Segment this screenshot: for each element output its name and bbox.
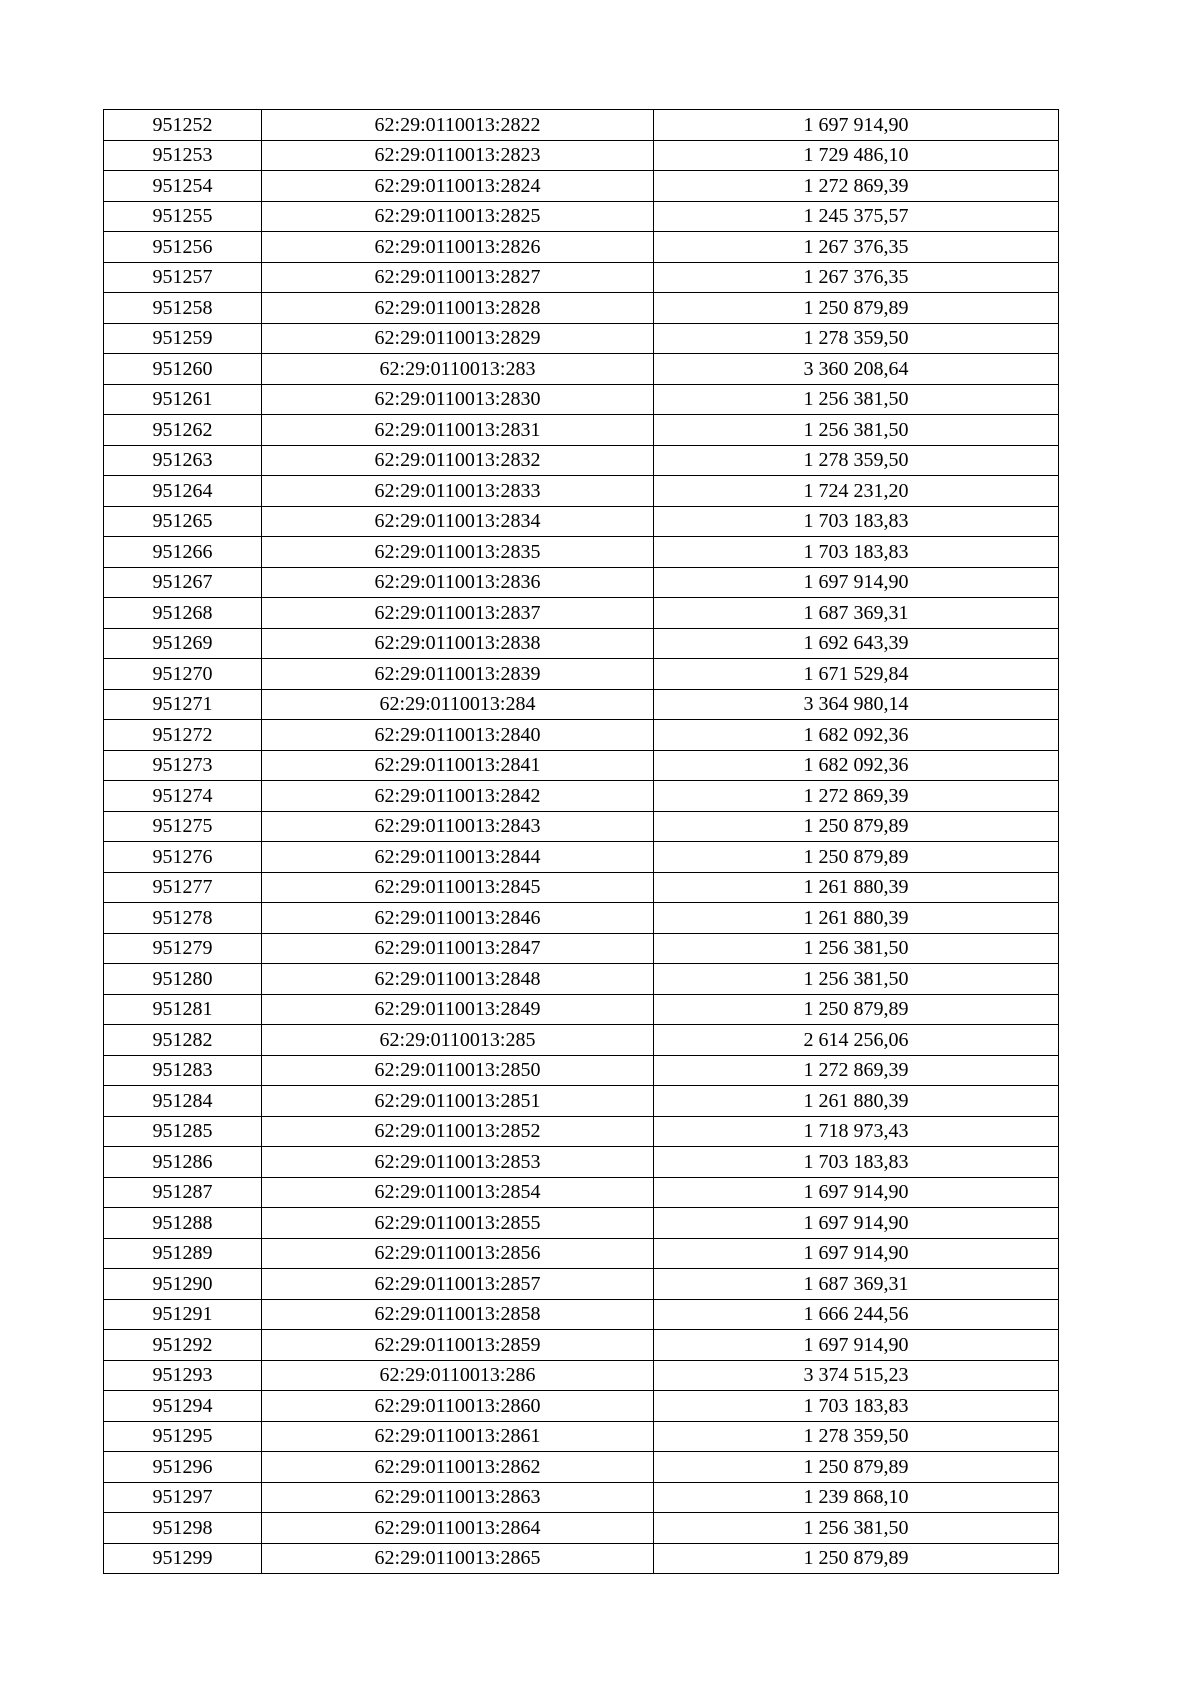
table-row — [104, 201, 1059, 232]
cadastral-value-cell: 1 703 183,83 — [654, 537, 1059, 568]
cadastral-value-cell: 1 267 376,35 — [654, 262, 1059, 293]
cadastral-value-cell: 1 245 375,57 — [654, 201, 1059, 232]
cadastral-number-cell: 62:29:0110013:2856 — [262, 1238, 654, 1269]
table-row — [104, 1269, 1059, 1300]
table-row — [104, 171, 1059, 202]
table-row — [104, 1238, 1059, 1269]
cadastral-value-cell: 2 614 256,06 — [654, 1025, 1059, 1056]
row-number-cell: 951267 — [104, 567, 262, 598]
cadastral-number-cell: 62:29:0110013:2855 — [262, 1208, 654, 1239]
cadastral-value-cell: 1 697 914,90 — [654, 1208, 1059, 1239]
row-number-cell: 951293 — [104, 1360, 262, 1391]
cadastral-number-cell: 62:29:0110013:2863 — [262, 1482, 654, 1513]
table-row — [104, 750, 1059, 781]
table-row — [104, 293, 1059, 324]
cadastral-number-cell: 62:29:0110013:2858 — [262, 1299, 654, 1330]
table-row — [104, 537, 1059, 568]
table-row — [104, 1482, 1059, 1513]
table-row — [104, 415, 1059, 446]
cadastral-value-cell: 3 364 980,14 — [654, 689, 1059, 720]
cadastral-value-cell: 1 272 869,39 — [654, 781, 1059, 812]
row-number-cell: 951256 — [104, 232, 262, 263]
row-number-cell: 951265 — [104, 506, 262, 537]
table-row — [104, 1330, 1059, 1361]
row-number-cell: 951279 — [104, 933, 262, 964]
table-row — [104, 964, 1059, 995]
cadastral-number-cell: 62:29:0110013:2844 — [262, 842, 654, 873]
row-number-cell: 951259 — [104, 323, 262, 354]
cadastral-value-cell: 3 360 208,64 — [654, 354, 1059, 385]
row-number-cell: 951272 — [104, 720, 262, 751]
cadastral-value-cell: 1 256 381,50 — [654, 384, 1059, 415]
row-number-cell: 951284 — [104, 1086, 262, 1117]
cadastral-value-cell: 1 261 880,39 — [654, 872, 1059, 903]
table-row — [104, 659, 1059, 690]
table-row — [104, 323, 1059, 354]
cadastral-number-cell: 62:29:0110013:2836 — [262, 567, 654, 598]
row-number-cell: 951269 — [104, 628, 262, 659]
row-number-cell: 951264 — [104, 476, 262, 507]
row-number-cell: 951292 — [104, 1330, 262, 1361]
row-number-cell: 951255 — [104, 201, 262, 232]
table-row — [104, 1116, 1059, 1147]
row-number-cell: 951294 — [104, 1391, 262, 1422]
cadastral-number-cell: 62:29:0110013:2865 — [262, 1543, 654, 1574]
row-number-cell: 951263 — [104, 445, 262, 476]
cadastral-number-cell: 62:29:0110013:2857 — [262, 1269, 654, 1300]
cadastral-value-cell: 1 718 973,43 — [654, 1116, 1059, 1147]
cadastral-value-cell: 1 729 486,10 — [654, 140, 1059, 171]
cadastral-value-cell: 1 682 092,36 — [654, 750, 1059, 781]
cadastral-value-cell: 1 724 231,20 — [654, 476, 1059, 507]
cadastral-value-cell: 1 703 183,83 — [654, 1391, 1059, 1422]
cadastral-value-cell: 1 682 092,36 — [654, 720, 1059, 751]
cadastral-value-cell: 1 256 381,50 — [654, 933, 1059, 964]
cadastral-value-table — [103, 109, 1059, 1574]
cadastral-value-cell: 1 250 879,89 — [654, 1452, 1059, 1483]
cadastral-value-cell: 1 250 879,89 — [654, 293, 1059, 324]
table-row — [104, 1391, 1059, 1422]
cadastral-number-cell: 62:29:0110013:2831 — [262, 415, 654, 446]
row-number-cell: 951261 — [104, 384, 262, 415]
table-row — [104, 1299, 1059, 1330]
cadastral-number-cell: 62:29:0110013:2823 — [262, 140, 654, 171]
row-number-cell: 951283 — [104, 1055, 262, 1086]
cadastral-number-cell: 62:29:0110013:2861 — [262, 1421, 654, 1452]
table-row — [104, 384, 1059, 415]
cadastral-number-cell: 62:29:0110013:284 — [262, 689, 654, 720]
cadastral-value-cell: 1 697 914,90 — [654, 1330, 1059, 1361]
table-row — [104, 1513, 1059, 1544]
table-row — [104, 1421, 1059, 1452]
table-row — [104, 506, 1059, 537]
cadastral-number-cell: 62:29:0110013:2828 — [262, 293, 654, 324]
row-number-cell: 951268 — [104, 598, 262, 629]
cadastral-number-cell: 62:29:0110013:2851 — [262, 1086, 654, 1117]
cadastral-number-cell: 62:29:0110013:2859 — [262, 1330, 654, 1361]
row-number-cell: 951287 — [104, 1177, 262, 1208]
cadastral-value-cell: 1 671 529,84 — [654, 659, 1059, 690]
cadastral-number-cell: 62:29:0110013:2853 — [262, 1147, 654, 1178]
cadastral-number-cell: 62:29:0110013:2849 — [262, 994, 654, 1025]
cadastral-value-cell: 1 272 869,39 — [654, 1055, 1059, 1086]
cadastral-value-cell: 1 256 381,50 — [654, 964, 1059, 995]
cadastral-value-cell: 1 666 244,56 — [654, 1299, 1059, 1330]
row-number-cell: 951271 — [104, 689, 262, 720]
row-number-cell: 951253 — [104, 140, 262, 171]
cadastral-value-cell: 1 703 183,83 — [654, 1147, 1059, 1178]
row-number-cell: 951276 — [104, 842, 262, 873]
cadastral-value-cell: 1 697 914,90 — [654, 1177, 1059, 1208]
cadastral-value-cell: 1 278 359,50 — [654, 323, 1059, 354]
row-number-cell: 951262 — [104, 415, 262, 446]
cadastral-number-cell: 62:29:0110013:2841 — [262, 750, 654, 781]
cadastral-number-cell: 62:29:0110013:286 — [262, 1360, 654, 1391]
cadastral-number-cell: 62:29:0110013:2827 — [262, 262, 654, 293]
row-number-cell: 951289 — [104, 1238, 262, 1269]
row-number-cell: 951288 — [104, 1208, 262, 1239]
cadastral-value-cell: 1 256 381,50 — [654, 1513, 1059, 1544]
row-number-cell: 951299 — [104, 1543, 262, 1574]
row-number-cell: 951291 — [104, 1299, 262, 1330]
table-row — [104, 445, 1059, 476]
table-row — [104, 1360, 1059, 1391]
table-row — [104, 628, 1059, 659]
cadastral-number-cell: 62:29:0110013:2860 — [262, 1391, 654, 1422]
row-number-cell: 951275 — [104, 811, 262, 842]
table-row — [104, 476, 1059, 507]
cadastral-number-cell: 62:29:0110013:2843 — [262, 811, 654, 842]
cadastral-number-cell: 62:29:0110013:2842 — [262, 781, 654, 812]
cadastral-value-cell: 1 261 880,39 — [654, 1086, 1059, 1117]
row-number-cell: 951252 — [104, 110, 262, 141]
cadastral-number-cell: 62:29:0110013:2830 — [262, 384, 654, 415]
row-number-cell: 951266 — [104, 537, 262, 568]
cadastral-value-cell: 1 256 381,50 — [654, 415, 1059, 446]
table-row — [104, 994, 1059, 1025]
table-row — [104, 811, 1059, 842]
table-row — [104, 1025, 1059, 1056]
cadastral-value-cell: 1 687 369,31 — [654, 598, 1059, 629]
table-body — [104, 110, 1059, 1574]
table-row — [104, 262, 1059, 293]
row-number-cell: 951260 — [104, 354, 262, 385]
cadastral-number-cell: 62:29:0110013:2854 — [262, 1177, 654, 1208]
table-row — [104, 872, 1059, 903]
cadastral-number-cell: 62:29:0110013:2838 — [262, 628, 654, 659]
cadastral-value-cell: 1 697 914,90 — [654, 567, 1059, 598]
cadastral-number-cell: 62:29:0110013:2862 — [262, 1452, 654, 1483]
row-number-cell: 951286 — [104, 1147, 262, 1178]
cadastral-value-cell: 1 278 359,50 — [654, 445, 1059, 476]
table-row — [104, 598, 1059, 629]
cadastral-number-cell: 62:29:0110013:2846 — [262, 903, 654, 934]
cadastral-value-cell: 1 692 643,39 — [654, 628, 1059, 659]
row-number-cell: 951254 — [104, 171, 262, 202]
cadastral-number-cell: 62:29:0110013:2852 — [262, 1116, 654, 1147]
table-row — [104, 933, 1059, 964]
table-row — [104, 1086, 1059, 1117]
cadastral-number-cell: 62:29:0110013:2822 — [262, 110, 654, 141]
cadastral-number-cell: 62:29:0110013:2850 — [262, 1055, 654, 1086]
cadastral-number-cell: 62:29:0110013:2833 — [262, 476, 654, 507]
table-row — [104, 1055, 1059, 1086]
row-number-cell: 951290 — [104, 1269, 262, 1300]
cadastral-number-cell: 62:29:0110013:2848 — [262, 964, 654, 995]
row-number-cell: 951282 — [104, 1025, 262, 1056]
cadastral-value-cell: 1 239 868,10 — [654, 1482, 1059, 1513]
cadastral-value-cell: 1 250 879,89 — [654, 1543, 1059, 1574]
table-row — [104, 567, 1059, 598]
cadastral-number-cell: 62:29:0110013:2825 — [262, 201, 654, 232]
cadastral-value-cell: 1 697 914,90 — [654, 110, 1059, 141]
cadastral-value-cell: 1 278 359,50 — [654, 1421, 1059, 1452]
row-number-cell: 951296 — [104, 1452, 262, 1483]
cadastral-number-cell: 62:29:0110013:283 — [262, 354, 654, 385]
table-row — [104, 232, 1059, 263]
table-row — [104, 842, 1059, 873]
table-row — [104, 781, 1059, 812]
cadastral-value-cell: 1 272 869,39 — [654, 171, 1059, 202]
table-row — [104, 354, 1059, 385]
cadastral-value-cell: 1 261 880,39 — [654, 903, 1059, 934]
row-number-cell: 951257 — [104, 262, 262, 293]
row-number-cell: 951270 — [104, 659, 262, 690]
table-row — [104, 140, 1059, 171]
cadastral-number-cell: 62:29:0110013:2864 — [262, 1513, 654, 1544]
row-number-cell: 951274 — [104, 781, 262, 812]
cadastral-value-cell: 1 250 879,89 — [654, 842, 1059, 873]
cadastral-number-cell: 62:29:0110013:2829 — [262, 323, 654, 354]
row-number-cell: 951273 — [104, 750, 262, 781]
cadastral-value-cell: 1 687 369,31 — [654, 1269, 1059, 1300]
row-number-cell: 951258 — [104, 293, 262, 324]
cadastral-number-cell: 62:29:0110013:285 — [262, 1025, 654, 1056]
table-row — [104, 1452, 1059, 1483]
table-row — [104, 1543, 1059, 1574]
cadastral-number-cell: 62:29:0110013:2826 — [262, 232, 654, 263]
table-row — [104, 689, 1059, 720]
cadastral-value-cell: 1 697 914,90 — [654, 1238, 1059, 1269]
row-number-cell: 951280 — [104, 964, 262, 995]
row-number-cell: 951295 — [104, 1421, 262, 1452]
cadastral-value-cell: 3 374 515,23 — [654, 1360, 1059, 1391]
cadastral-number-cell: 62:29:0110013:2840 — [262, 720, 654, 751]
table-row — [104, 903, 1059, 934]
cadastral-number-cell: 62:29:0110013:2837 — [262, 598, 654, 629]
cadastral-value-cell: 1 267 376,35 — [654, 232, 1059, 263]
cadastral-value-cell: 1 250 879,89 — [654, 994, 1059, 1025]
cadastral-number-cell: 62:29:0110013:2834 — [262, 506, 654, 537]
row-number-cell: 951285 — [104, 1116, 262, 1147]
row-number-cell: 951281 — [104, 994, 262, 1025]
table-row — [104, 1177, 1059, 1208]
cadastral-number-cell: 62:29:0110013:2839 — [262, 659, 654, 690]
cadastral-value-cell: 1 250 879,89 — [654, 811, 1059, 842]
cadastral-number-cell: 62:29:0110013:2847 — [262, 933, 654, 964]
cadastral-number-cell: 62:29:0110013:2832 — [262, 445, 654, 476]
row-number-cell: 951297 — [104, 1482, 262, 1513]
cadastral-value-cell: 1 703 183,83 — [654, 506, 1059, 537]
table-row — [104, 110, 1059, 141]
row-number-cell: 951277 — [104, 872, 262, 903]
row-number-cell: 951278 — [104, 903, 262, 934]
cadastral-number-cell: 62:29:0110013:2845 — [262, 872, 654, 903]
table-row — [104, 1147, 1059, 1178]
row-number-cell: 951298 — [104, 1513, 262, 1544]
cadastral-number-cell: 62:29:0110013:2824 — [262, 171, 654, 202]
table-row — [104, 1208, 1059, 1239]
cadastral-number-cell: 62:29:0110013:2835 — [262, 537, 654, 568]
table-row — [104, 720, 1059, 751]
